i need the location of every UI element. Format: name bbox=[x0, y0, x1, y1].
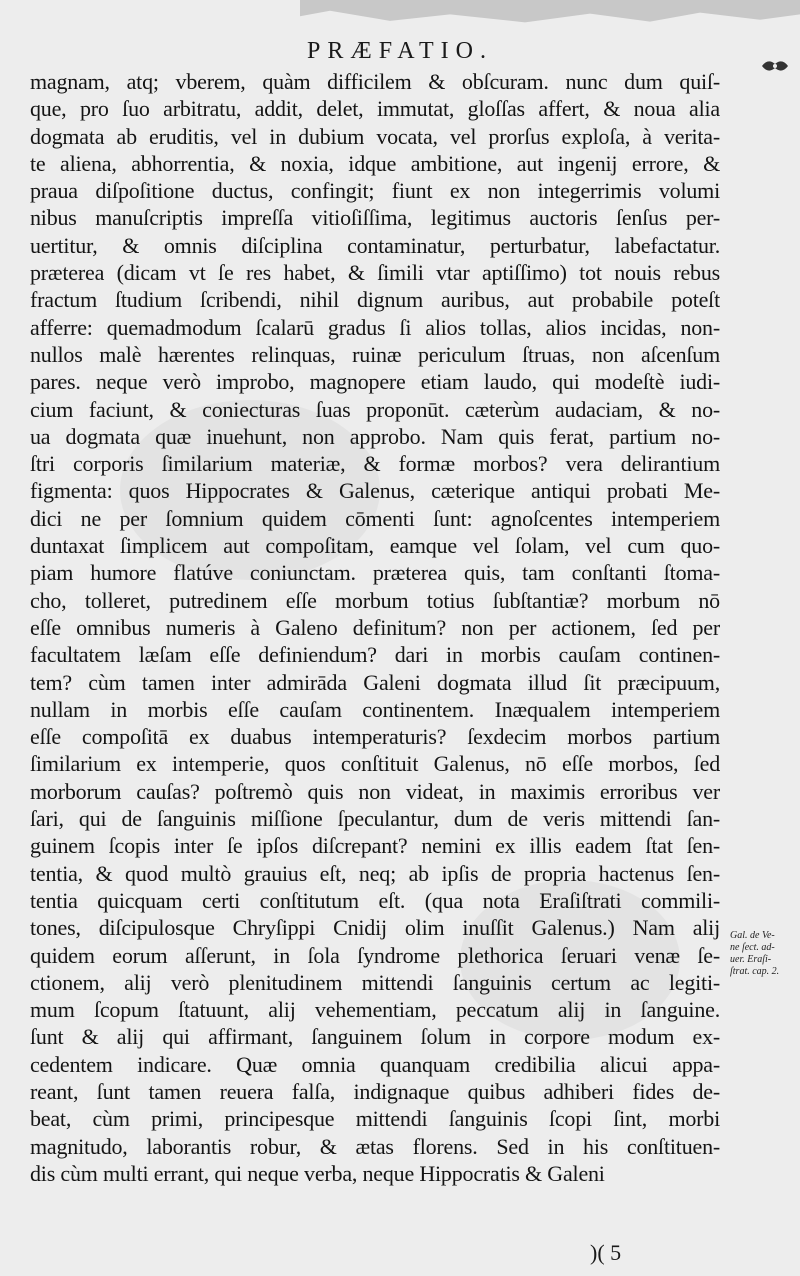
text-line: fractum ſtudium ſcribendi, nihil dignum auribus, aut probabile poteſt bbox=[30, 287, 720, 313]
text-line: guinem ſcopis inter ſe ipſos diſcrepant? nemini ex illis eadem ſtat ſen- bbox=[30, 833, 720, 859]
text-line: figmenta: quos Hippocrates & Galenus, cæterique antiqui probati Me- bbox=[30, 478, 720, 504]
text-line: cho, tolleret, putredinem eſſe morbum totius ſubſtantiæ? morbum nō bbox=[30, 587, 720, 613]
text-line: nullos malè hærentes relinquas, ruinæ periculum ſtruas, non aſcenſum bbox=[30, 341, 720, 367]
text-line: ſimilarium ex intemperie, quos conſtituit Galenus, nō eſſe morbos, ſed bbox=[30, 751, 720, 777]
margin-note-line: ne ſect. ad- bbox=[730, 942, 775, 953]
text-line: que, pro ſuo arbitratu, addit, delet, immutat, gloſſas affert, & noua alia bbox=[30, 96, 720, 122]
text-line: magnam, atq; vberem, quàm difficilem & obſcuram. nunc dum quiſ- bbox=[30, 69, 720, 94]
text-line: præterea (dicam vt ſe res habet, & ſimili vtar aptiſſimo) tot nouis rebus bbox=[30, 260, 720, 286]
text-line: pares. neque verò improbo, magnopere etiam laudo, qui modeſtè iudi- bbox=[30, 369, 720, 395]
bleed-through-text bbox=[742, 1088, 796, 1099]
text-line: te aliena, abhorrentia, & noxia, idque ambitione, aut ingenij errore, & bbox=[30, 150, 720, 176]
fleuron-ornament-icon bbox=[760, 56, 790, 76]
text-line: mum ſcopum ſtatuunt, alij vehementiam, peccatum alij in ſanguine. bbox=[30, 997, 720, 1023]
latin-text-block bbox=[30, 68, 720, 1187]
text-line: praua diſpoſitione ductus, confingit; fiunt ex non integerrimis volumi bbox=[30, 178, 720, 204]
text-line: piam humore flatúve coniunctam. præterea quis, tam conſtanti ſtoma- bbox=[30, 560, 720, 586]
marginal-citation bbox=[730, 930, 796, 978]
text-line: quidem eorum aſſerunt, in ſola ſyndrome plethorica ſeruari venæ ſe- bbox=[30, 942, 720, 968]
running-title: PRÆFATIO. bbox=[307, 38, 493, 64]
text-line: reant, ſunt tamen reuera falſa, indignaque quibus adhiberi fides de- bbox=[30, 1078, 720, 1104]
text-line: tentia, & quod multò grauius eſt, neq; ab ipſis de propria hactenus ſen- bbox=[30, 860, 720, 886]
text-line: nibus manuſcriptis impreſſa vitioſiſſima, legitimus auctoris ſenſus per- bbox=[30, 205, 720, 231]
text-line: morborum cauſas? poſtremò quis non videat, in maximis erroribus ver bbox=[30, 778, 720, 804]
text-line: afferre: quemadmodum ſcalarū gradus ſi alios tollas, alios incidas, non- bbox=[30, 314, 720, 340]
text-line: cedentem indicare. Quæ omnia quanquam credibilia alicui appa- bbox=[30, 1051, 720, 1077]
text-line: ſtri corporis ſimilarium materiæ, & formæ morbos? vera delirantium bbox=[30, 451, 720, 477]
text-line: beat, cùm primi, principesque mittendi ſanguinis ſcopi ſint, morbi bbox=[30, 1106, 720, 1132]
text-line: tem? cùm tamen inter admirāda Galeni dogmata illud ſit præcipuum, bbox=[30, 669, 720, 695]
margin-note-line: Gal. de Ve- bbox=[730, 930, 775, 941]
signature-page-number: )( 5 bbox=[590, 1240, 622, 1265]
margin-note-line: uer. Eraſi- bbox=[730, 954, 772, 965]
text-line: tentia quicquam certi conſtitutum eſt. (qua nota Eraſiſtrati commili- bbox=[30, 887, 720, 913]
text-line: facultatem læſam eſſe definiendum? dari in morbis cauſam continen- bbox=[30, 642, 720, 668]
text-line: duntaxat ſimplicem aut compoſitam, eamque vel ſolam, vel cum quo- bbox=[30, 533, 720, 559]
text-line: nullam in morbis eſſe cauſam continentem. Inæqualem intemperiem bbox=[30, 696, 720, 722]
text-line: dogmata ab eruditis, vel in dubium vocata, vel prorſus exploſa, à verita- bbox=[30, 123, 720, 149]
text-line: uertitur, & omnis diſciplina contaminatur, perturbatur, labefactatur. bbox=[30, 232, 720, 258]
text-line: cium faciunt, & coniecturas ſuas proponūt. cæterùm audaciam, & no- bbox=[30, 396, 720, 422]
text-line: ctionem, alij verò plenitudinem mittendi ſanguinis certum ac legiti- bbox=[30, 969, 720, 995]
text-line: ſari, qui de ſanguinis miſſione ſpeculantur, dum de veris mittendi ſan- bbox=[30, 806, 720, 832]
text-line: eſſe omnibus numeris à Galeno definitum? non per actionem, ſed per bbox=[30, 614, 720, 640]
torn-top-edge bbox=[300, 0, 800, 36]
text-line: dici ne per ſomnium quidem cōmenti ſunt: agnoſcentes intemperiem bbox=[30, 505, 720, 531]
text-line: ſunt & alij qui affirmant, ſanguinem ſolum in corpore modum ex- bbox=[30, 1024, 720, 1050]
text-line: magnitudo, laborantis robur, & ætas florens. Sed in his conſtituen- bbox=[30, 1133, 720, 1159]
margin-note-line: ſtrat. cap. 2. bbox=[730, 966, 780, 977]
text-line: dis cùm multi errant, qui neque verba, neque Hippocratis & Galeni bbox=[30, 1160, 605, 1186]
text-line: tones, diſcipulosque Chryſippi Cnidij olim inuſſit Galenus.) Nam alij bbox=[30, 915, 720, 941]
text-line: ua dogmata quæ inuehunt, non approbo. Nam quis ferat, partium no- bbox=[30, 423, 720, 449]
text-line: eſſe compoſitā ex duabus intemperaturis? ſexdecim morbos partium bbox=[30, 724, 720, 750]
